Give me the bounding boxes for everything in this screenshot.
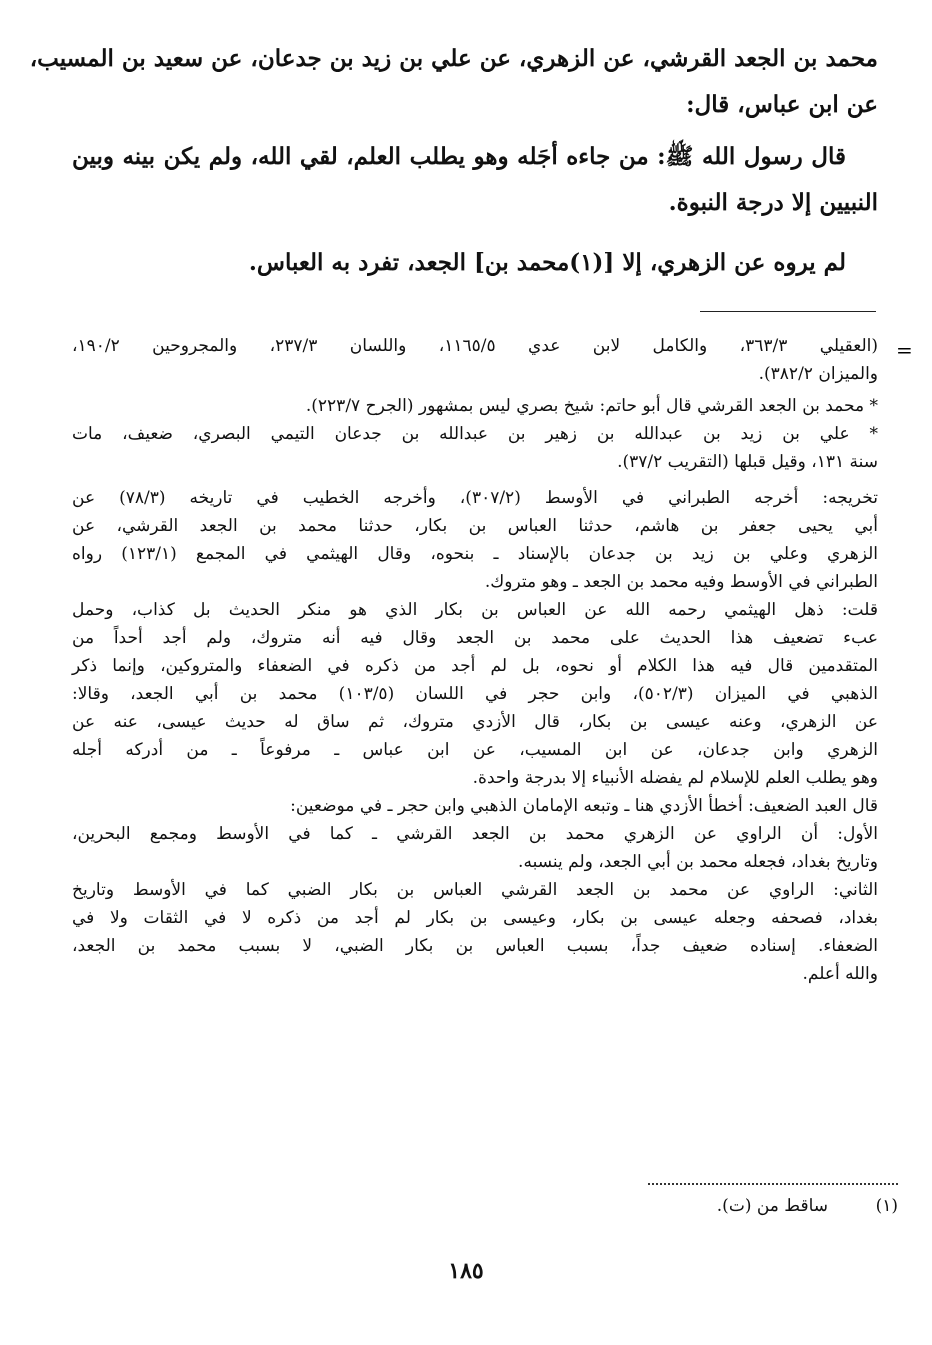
text-line: قلت: ذهل الهيثمي رحمه الله عن العباس بن بكار الذي هو منكر الحديث بل كذاب، وحمل (72, 600, 878, 620)
footnote-separator (648, 1183, 898, 1185)
text-line: قال العبد الضعيف: أخطأ الأزدي هنا ـ وتبعه الإمامان الذهبي وابن حجر ـ في موضعين: (290, 796, 878, 816)
commentary (72, 332, 878, 988)
text-line: المتقدمين قال فيه هذا الكلام أو نحوه، بل لم أجد من ذكره في الضعفاء والمتروكين، وإنما ذكر (72, 656, 878, 676)
qult-paragraph (72, 596, 878, 792)
text-line: الأول: أن الراوي عن الزهري محمد بن الجعد القرشي ـ كما في الأوسط ومجمع البحرين، (72, 824, 878, 844)
hadith-sanad (29, 36, 878, 128)
narrator-note (72, 392, 878, 420)
text-line: الزهري وابن جدعان، عن ابن المسيب، عن ابن عباس ـ مرفوعاً ـ من أدركه أجله (72, 740, 878, 760)
text-line: لم يروه عن الزهري، إلا [(١)محمد بن] الجعد، تفرد به العباس. (248, 249, 846, 276)
hadith-matn (72, 134, 878, 226)
separator-line (700, 311, 876, 312)
text-line: وتاريخ بغداد، فجعله محمد بن أبي الجعد، ولم ينسبه. (518, 852, 878, 872)
text-line: الضعفاء. إسناده ضعيف جداً، بسبب العباس بن بكار الضبي، لا بسبب محمد بن الجعد، (72, 936, 878, 956)
text-line: والميزان ٣٨٢/٢). (758, 364, 878, 384)
footnote-text: ساقط من (ت). (716, 1196, 828, 1216)
takhrij-paragraph (72, 484, 878, 596)
text-line: قال رسول الله ﷺ: من جاءه أجَله وهو يطلب العلم، لقي الله، ولم يكن بينه وبين (72, 143, 846, 170)
text-line: عن ابن عباس، قال: (686, 91, 878, 118)
text-line: تخريجه: أخرجه الطبراني في الأوسط (٣٠٧/٢)، وأخرجه الخطيب في تاريخه (٧٨/٣) عن (72, 488, 878, 508)
text-line: والله أعلم. (802, 964, 878, 984)
text-line: سنة ١٣١، وقيل قبلها (التقريب ٣٧/٢). (617, 452, 878, 472)
text-line: النبيين إلا درجة النبوة. (668, 189, 878, 216)
main-text (29, 36, 878, 286)
page-number: ١٨٥ (448, 1258, 484, 1284)
text-line: الذهبي في الميزان (٥٠٢/٣)، وابن حجر في اللسان (١٠٣/٥) محمد بن أبي الجعد، وقالا: (72, 684, 878, 704)
tafarrud-note (72, 240, 878, 286)
text-line: عن الزهري، وعنه عيسى بن بكار، قال الأزدي متروك، ثم ساق له حديث عيسى، عنه عن (72, 712, 878, 732)
text-line: * علي بن زيد بن عبدالله بن زهير بن عبدالله بن جدعان التيمي البصري، ضعيف، مات (72, 424, 878, 444)
text-line: بغداد، فصحفه وجعله عيسى بن بكار، وعيسى بن بكار لم أجد من ذكره لا في الثقات ولا في (72, 908, 878, 928)
text-line: الطبراني في الأوسط وفيه محمد بن الجعد ـ وهو متروك. (484, 572, 878, 592)
first-point (72, 820, 878, 876)
text-line: * محمد بن الجعد القرشي قال أبو حاتم: شيخ بصري ليس بمشهور (الجرح ٢٢٣/٧). (305, 396, 878, 416)
text-line: أبي يحيى جعفر بن هاشم، حدثنا العباس بن بكار، حدثنا محمد بن الجعد القرشي، عن (72, 516, 878, 536)
references (72, 332, 878, 388)
text-line: محمد بن الجعد القرشي، عن الزهري، عن علي بن زيد بن جدعان، عن سعيد بن المسيب، (29, 45, 878, 72)
text-line: الثاني: الراوي عن محمد بن الجعد القرشي العباس بن بكار الضبي كما في الأوسط وتاريخ (72, 880, 878, 900)
text-line: وهو يطلب العلم للإسلام لم يفضله الأنبياء إلا بدرجة واحدة. (472, 768, 878, 788)
narrator-note (72, 420, 878, 476)
abd-paragraph (72, 792, 878, 820)
continuation-mark: = (896, 338, 913, 362)
text-line: الزهري وعلي بن زيد بن جدعان بالإسناد ـ بنحوه، وقال الهيثمي في المجمع (١٢٣/١) رواه (72, 544, 878, 564)
footnote-number: (١) (875, 1196, 898, 1216)
footnote (498, 1196, 898, 1216)
text-line: (العقيلي ٣٦٣/٣، والكامل لابن عدي ١١٦٥/٥، واللسان ٢٣٧/٣، والمجروحين ١٩٠/٢، (72, 336, 878, 356)
second-point (72, 876, 878, 988)
text-line: عبء تضعيف هذا الحديث على محمد بن الجعد وقال فيه أنه متروك، ولم أجد أحداً من (72, 628, 878, 648)
